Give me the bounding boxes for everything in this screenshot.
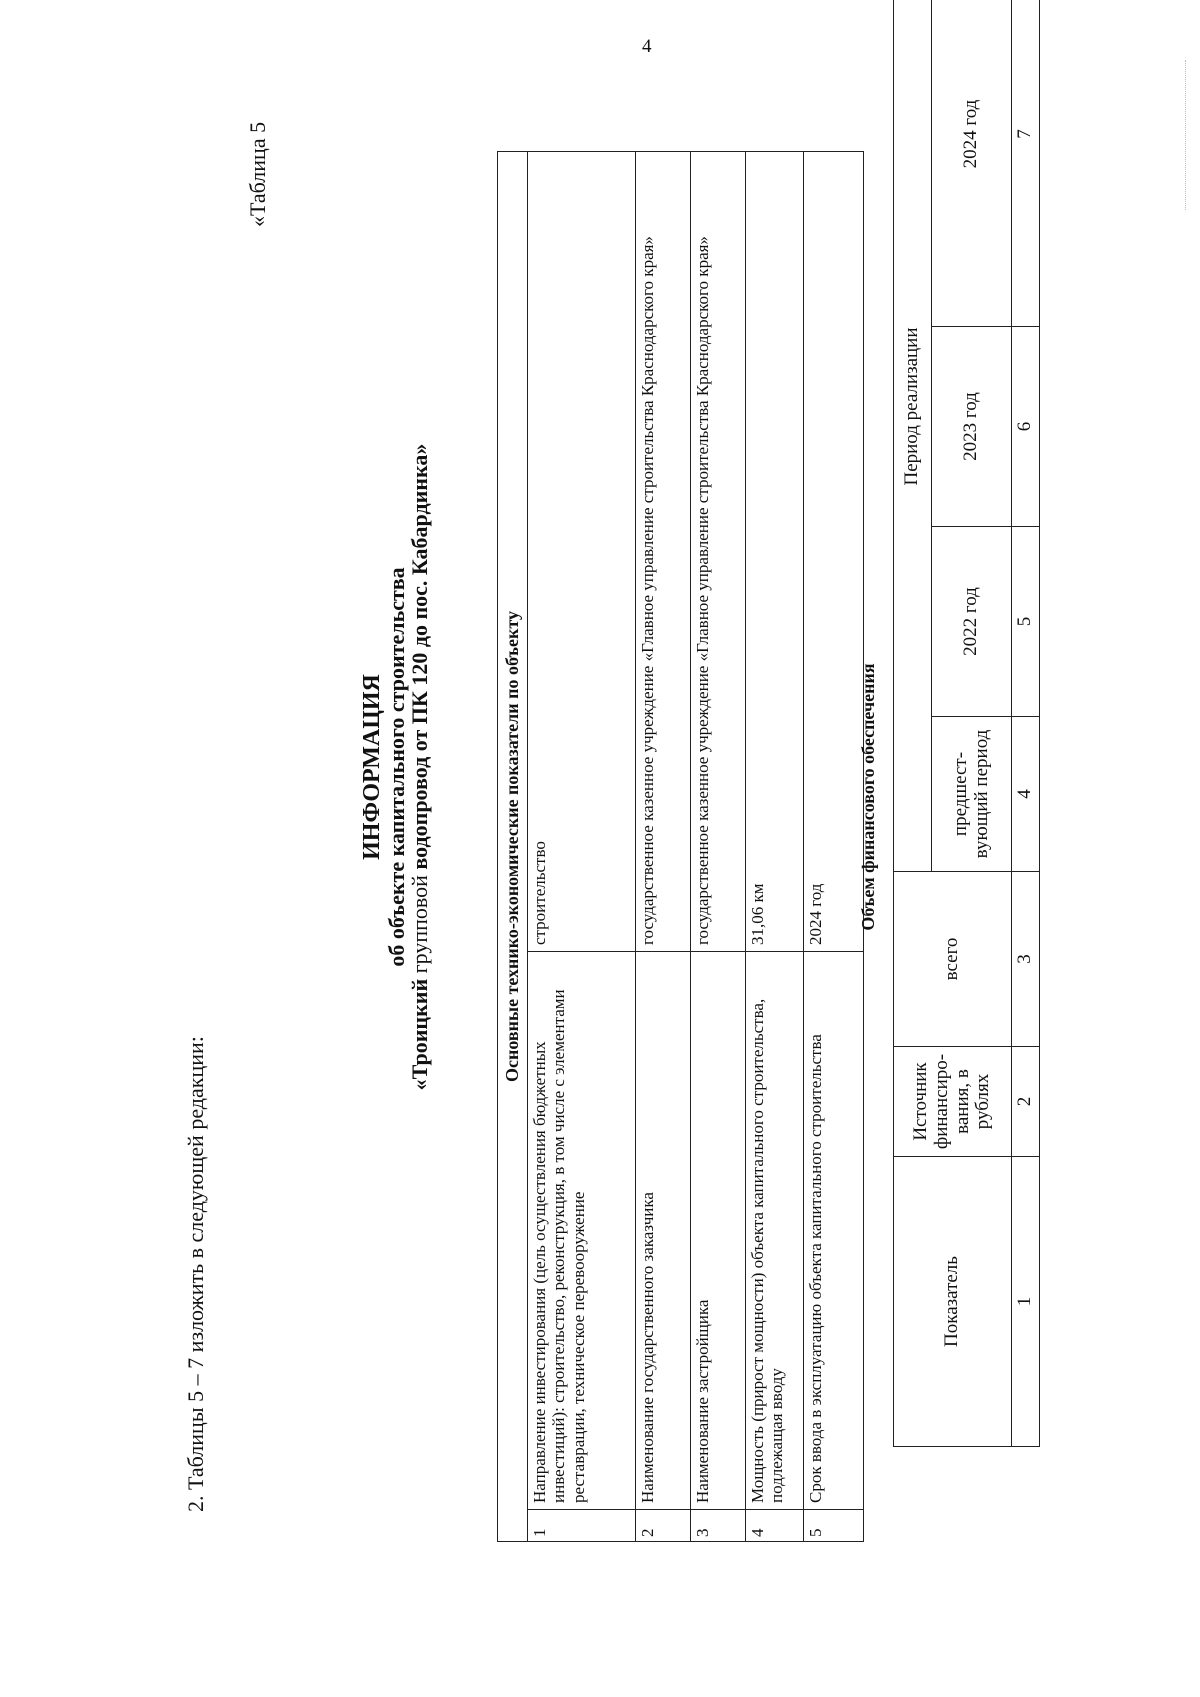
row-label: Мощность (прирост мощности) объекта капитального строительства, подлежащая вводу <box>745 952 803 1510</box>
row-label: Направление инвестирования (цель осуществления бюджетных инвестиций): строительство, реконструкция, в том числе с элементами реставрации, техническое перевооружение <box>527 952 635 1510</box>
indicators-section-title: Основные технико-экономические показатели по объекту <box>498 151 528 1541</box>
row-number: 1 <box>527 1510 635 1542</box>
object-name-suffix: водопровод от ПК 120 до пос. Кабардинка» <box>407 443 433 870</box>
table-row <box>527 151 635 1541</box>
header-period: Период реализации <box>894 0 932 872</box>
table-row <box>635 151 690 1541</box>
row-number: 5 <box>803 1510 863 1542</box>
heading-title: ИНФОРМАЦИЯ <box>359 674 385 860</box>
row-value: государственное казенное учреждение «Главное управление строительства Краснодарского края» <box>635 151 690 951</box>
row-value: государственное казенное учреждение «Главное управление строительства Краснодарского края» <box>690 151 745 951</box>
column-number: 5 <box>1012 527 1040 717</box>
row-number: 2 <box>635 1510 690 1542</box>
table-row <box>803 151 863 1541</box>
object-name-mid: групповой <box>407 875 433 974</box>
header-indicator: Показатель <box>894 1157 1012 1447</box>
object-name-prefix: «Троицкий <box>407 978 433 1091</box>
page-number: 4 <box>642 36 652 57</box>
column-number: 6 <box>1012 327 1040 527</box>
header-year-2023: 2023 год <box>932 327 1012 527</box>
row-label: Наименование государственного заказчика <box>635 952 690 1510</box>
header-source: Источник финансиро-вания, в рублях <box>894 1047 1012 1157</box>
document-heading <box>360 317 431 1217</box>
indicators-table <box>497 151 864 1542</box>
table-label: «Таблица 5 <box>245 121 270 227</box>
financing-table <box>893 0 1040 1447</box>
column-number: 3 <box>1012 872 1040 1047</box>
header-total: всего <box>894 872 1012 1047</box>
column-number: 2 <box>1012 1047 1040 1157</box>
row-label: Срок ввода в эксплуатацию объекта капитального строительства <box>803 952 863 1510</box>
table-row <box>690 151 745 1541</box>
header-year-2022: 2022 год <box>932 527 1012 717</box>
header-previous-period: предшест-вующий период <box>932 717 1012 872</box>
row-number: 3 <box>690 1510 745 1542</box>
header-year-2024: 2024 год <box>932 0 1012 327</box>
column-number: 1 <box>1012 1157 1040 1447</box>
row-number: 4 <box>745 1510 803 1542</box>
column-number: 7 <box>1012 0 1040 327</box>
intro-text: 2. Таблицы 5 – 7 изложить в следующей редакции: <box>183 1036 208 1512</box>
row-value: 2024 год <box>803 151 863 951</box>
financing-section-title: Объем финансового обеспечения <box>858 663 878 931</box>
heading-subtitle: об объекте капитального строительства <box>384 567 410 967</box>
table-row <box>745 151 803 1541</box>
row-value: 31,06 км <box>745 151 803 951</box>
column-number-row <box>1012 0 1040 1447</box>
row-value: строительство <box>527 151 635 951</box>
row-label: Наименование застройщика <box>690 952 745 1510</box>
column-number: 4 <box>1012 717 1040 872</box>
heading-object-name <box>408 317 431 1217</box>
